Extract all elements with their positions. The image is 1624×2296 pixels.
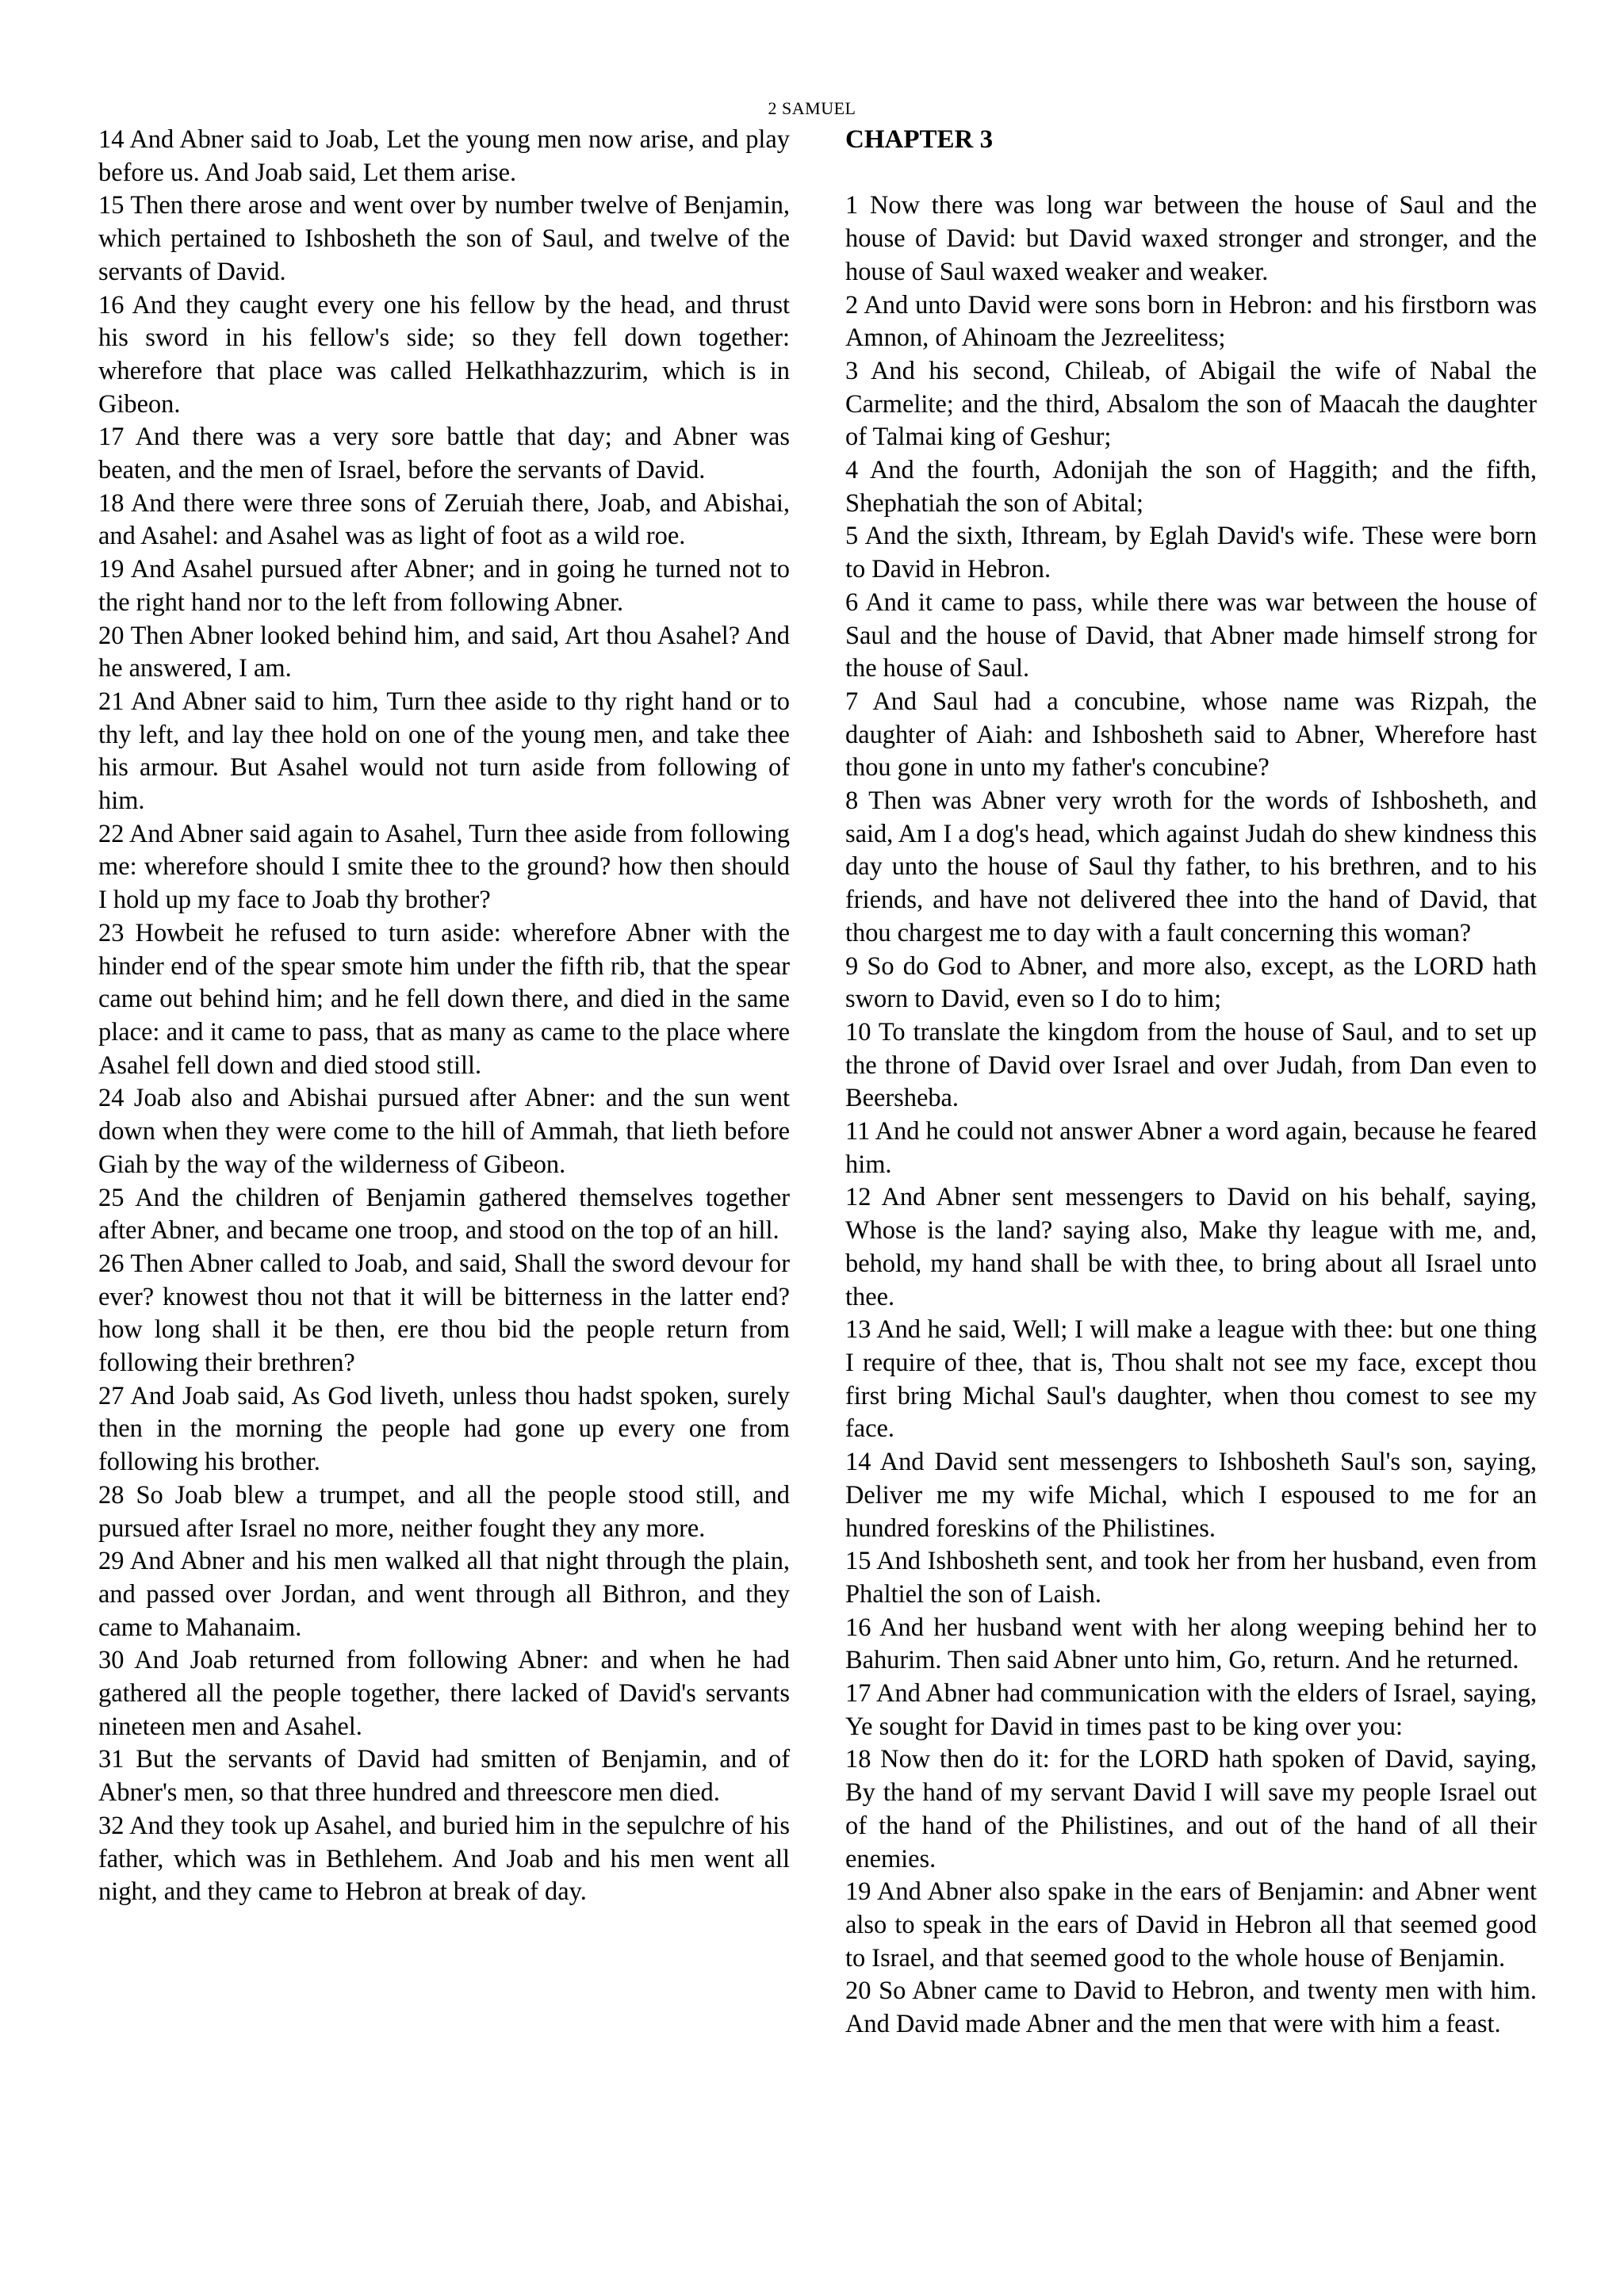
verse: 13 And he said, Well; I will make a league with thee: but one thing I require of thee, that is, Thou shalt not see my face, except thou first bring Michal Saul's daughter, when thou comest to see my face. <box>845 1315 1537 1444</box>
verse: 17 And there was a very sore battle that day; and Abner was beaten, and the men of Israel, before the servants of David. <box>98 423 790 485</box>
verse: 29 And Abner and his men walked all that night through the plain, and passed over Jordan, and went through all Bithron, and they came to Mahanaim. <box>98 1547 790 1642</box>
verse: 8 Then was Abner very wroth for the words of Ishbosheth, and said, Am I a dog's head, which against Judah do shew kindness this day unto the house of Saul thy father, to his brethren, and to his friends, and have not delivered thee into the hand of David, that thou chargest me to day with a fault concerning this woman? <box>845 786 1537 947</box>
verse: 15 And Ishbosheth sent, and took her from her husband, even from Phaltiel the son of Laish. <box>845 1547 1537 1609</box>
verse: 17 And Abner had communication with the elders of Israel, saying, Ye sought for David in times past to be king over you: <box>845 1679 1537 1741</box>
verse: 12 And Abner sent messengers to David on his behalf, saying, Whose is the land? saying also, Make thy league with me, and, behold, my hand shall be with thee, to bring about all Israel unto thee. <box>845 1183 1537 1311</box>
verse: 20 Then Abner looked behind him, and said, Art thou Asahel? And he answered, I am. <box>98 621 790 683</box>
verse: 24 Joab also and Abishai pursued after Abner: and the sun went down when they were come to the hill of Ammah, that lieth before Giah by the way of the wilderness of Gibeon. <box>98 1084 790 1179</box>
verse: 7 And Saul had a concubine, whose name was Rizpah, the daughter of Aiah: and Ishbosheth said to Abner, Wherefore hast thou gone in unto my father's concubine? <box>845 687 1537 783</box>
verse: 2 And unto David were sons born in Hebron: and his firstborn was Amnon, of Ahinoam the Jezreelitess; <box>845 290 1537 353</box>
verse: 31 But the servants of David had smitten of Benjamin, and of Abner's men, so that three hundred and threescore men died. <box>98 1745 790 1808</box>
verse: 16 And they caught every one his fellow by the head, and thrust his sword in his fellow's side; so they fell down together: wherefore that place was called Helkathhazzurim, which is in Gibeon. <box>98 290 790 419</box>
verse: 21 And Abner said to him, Turn thee aside to thy right hand or to thy left, and lay thee hold on one of the young men, and take thee his armour. But Asahel would not turn aside from following of him. <box>98 687 790 816</box>
verse: 19 And Abner also spake in the ears of Benjamin: and Abner went also to speak in the ears of David in Hebron all that seemed good to Israel, and that seemed good to the whole house of Benjamin. <box>845 1877 1537 1973</box>
verse: 22 And Abner said again to Asahel, Turn thee aside from following me: wherefore should I smite thee to the ground? how then should I hold up my face to Joab thy brother? <box>98 819 790 915</box>
verse: 14 And David sent messengers to Ishbosheth Saul's son, saying, Deliver me my wife Michal, which I espoused to me for an hundred foreskins of the Philistines. <box>845 1448 1537 1543</box>
verse: 32 And they took up Asahel, and buried him in the sepulchre of his father, which was in Bethlehem. And Joab and his men went all night, and they came to Hebron at break of day. <box>98 1811 790 1907</box>
verse: 26 Then Abner called to Joab, and said, Shall the sword devour for ever? knowest thou not that it will be bitterness in the latter end? how long shall it be then, ere thou bid the people return from following their brethren? <box>98 1249 790 1378</box>
verse: 19 And Asahel pursued after Abner; and in going he turned not to the right hand nor to the left from following Abner. <box>98 555 790 617</box>
verse: 30 And Joab returned from following Abner: and when he had gathered all the people together, there lacked of David's servants nineteen men and Asahel. <box>98 1646 790 1741</box>
verse: 5 And the sixth, Ithream, by Eglah David's wife. These were born to David in Hebron. <box>845 522 1537 584</box>
verse: 20 So Abner came to David to Hebron, and twenty men with him. And David made Abner and the men that were with him a feast. <box>845 1976 1537 2039</box>
verse: 27 And Joab said, As God liveth, unless thou hadst spoken, surely then in the morning the people had gone up every one from following his brother. <box>98 1381 790 1477</box>
verse: 9 So do God to Abner, and more also, except, as the LORD hath sworn to David, even so I do to him; <box>845 951 1537 1014</box>
verse: 18 And there were three sons of Zeruiah there, Joab, and Abishai, and Asahel: and Asahel was as light of foot as a wild roe. <box>98 488 790 551</box>
verse: 28 So Joab blew a trumpet, and all the people stood still, and pursued after Israel no more, neither fought they any more. <box>98 1480 790 1543</box>
verse: 4 And the fourth, Adonijah the son of Haggith; and the fifth, Shephatiah the son of Abital; <box>845 456 1537 518</box>
verse: 15 Then there arose and went over by number twelve of Benjamin, which pertained to Ishbosheth the son of Saul, and twelve of the servants of David. <box>98 191 790 286</box>
verse: 25 And the children of Benjamin gathered themselves together after Abner, and became one troop, and stood on the top of an hill. <box>98 1183 790 1246</box>
chapter-heading: CHAPTER 3 <box>845 125 994 154</box>
verse: 10 To translate the kingdom from the house of Saul, and to set up the throne of David over Israel and over Judah, from Dan even to Beersheba. <box>845 1017 1537 1113</box>
verse: 23 Howbeit he refused to turn aside: wherefore Abner with the hinder end of the spear smote him under the fifth rib, that the spear came out behind him; and he fell down there, and died in the same place: and it came to pass, that as many as came to the place where Asahel fell down and died stood still. <box>98 918 790 1080</box>
verse: 1 Now there was long war between the house of Saul and the house of David: but David waxed stronger and stronger, and the house of Saul waxed weaker and weaker. <box>845 191 1537 286</box>
verse: 16 And her husband went with her along weeping behind her to Bahurim. Then said Abner unto him, Go, return. And he returned. <box>845 1613 1537 1675</box>
left-column <box>98 124 790 1909</box>
verse: 14 And Abner said to Joab, Let the young men now arise, and play before us. And Joab said, Let them arise. <box>98 125 790 187</box>
right-column <box>845 124 1537 2042</box>
verse: 3 And his second, Chileab, of Abigail the wife of Nabal the Carmelite; and the third, Absalom the son of Maacah the daughter of Talmai king of Geshur; <box>845 356 1537 452</box>
verse: 11 And he could not answer Abner a word again, because he feared him. <box>845 1117 1537 1179</box>
running-header: 2 SAMUEL <box>768 98 856 118</box>
verse: 6 And it came to pass, while there was war between the house of Saul and the house of David, that Abner made himself strong for the house of Saul. <box>845 587 1537 683</box>
verse: 18 Now then do it: for the LORD hath spoken of David, saying, By the hand of my servant David I will save my people Israel out of the hand of the Philistines, and out of the hand of all their enemies. <box>845 1745 1537 1873</box>
